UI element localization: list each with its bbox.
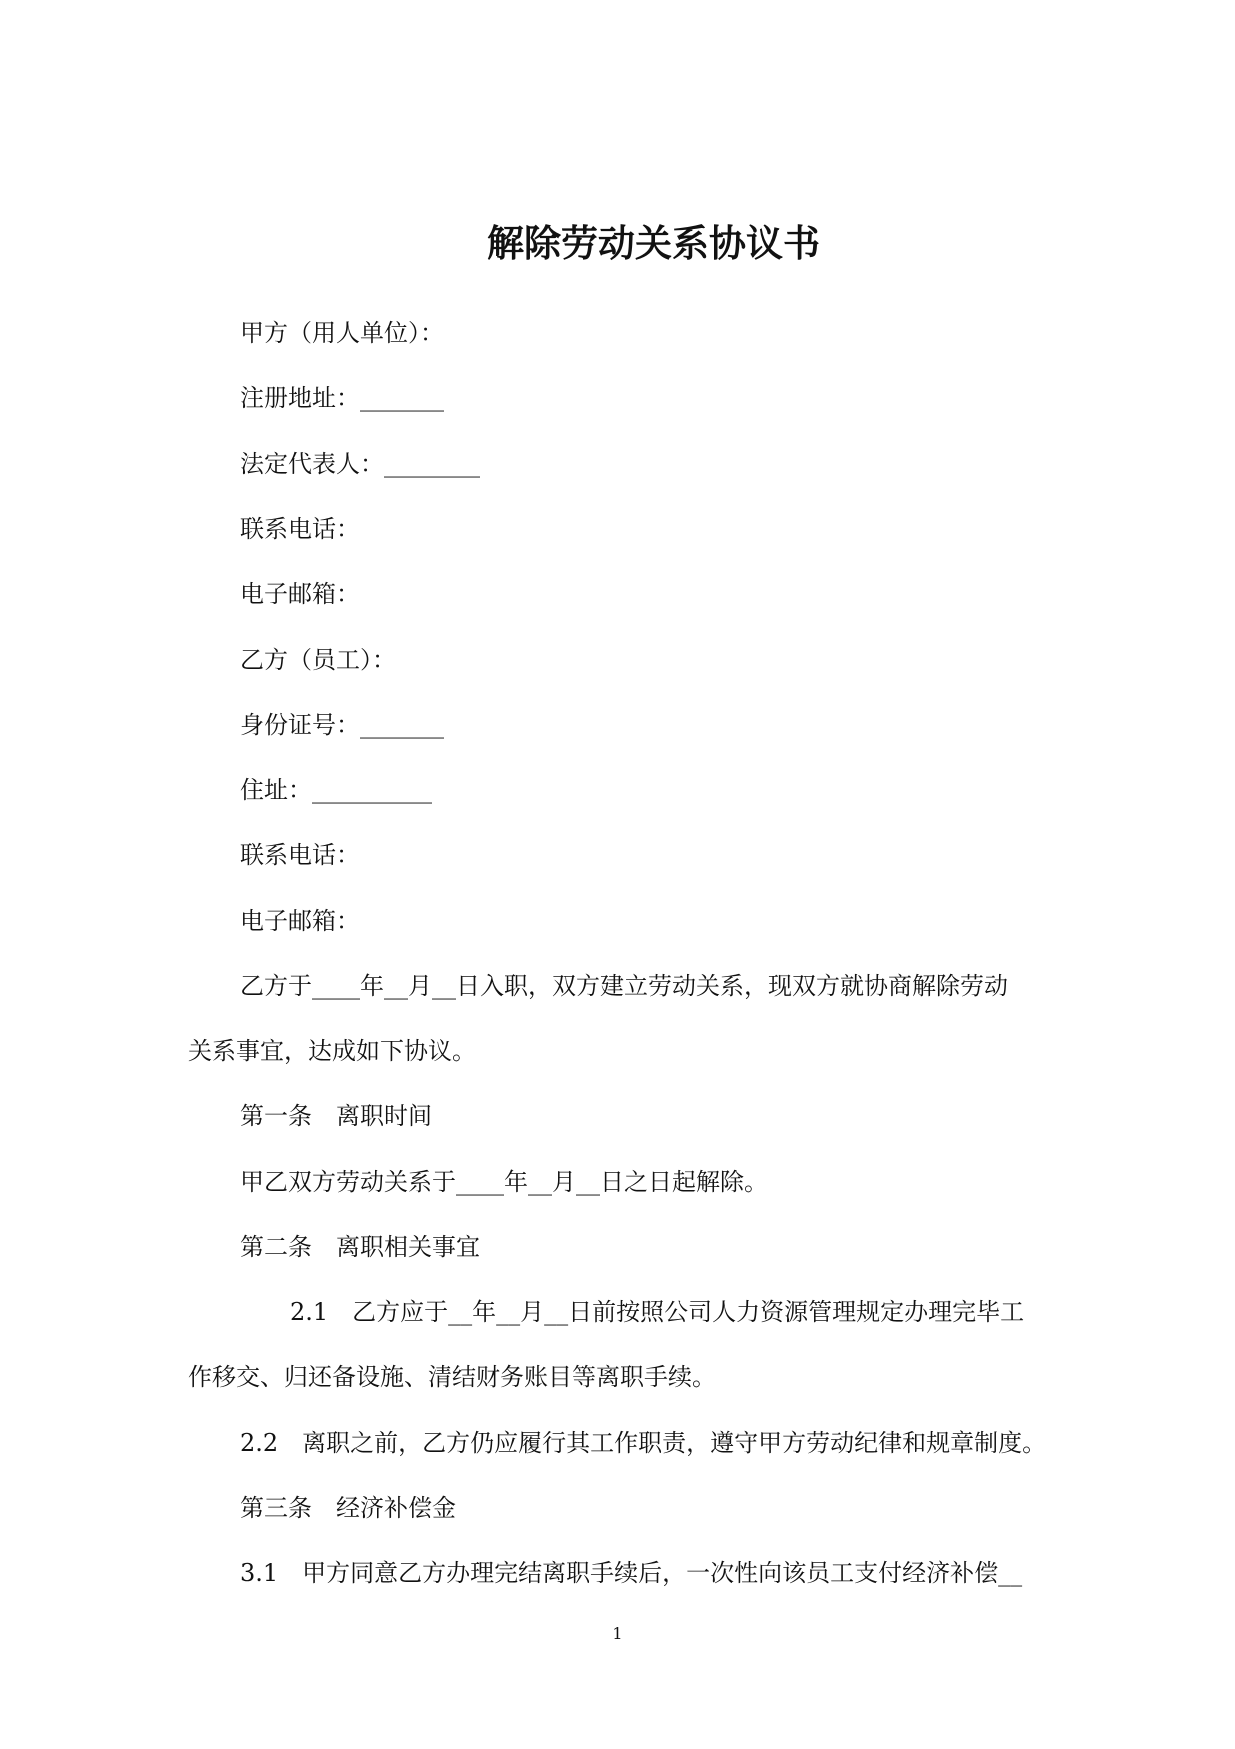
party-a-phone: 联系电话：	[240, 515, 360, 543]
clause-3-1: 3.1 甲方同意乙方办理完结离职手续后，一次性向该员工支付经济补偿__	[240, 1559, 1023, 1587]
clause-2-1-line-1: 2.1 乙方应于__年__月__日前按照公司人力资源管理规定办理完毕工	[290, 1298, 1025, 1326]
clause-2-1-line-2: 作移交、归还备设施、清结财务账目等离职手续。	[188, 1363, 716, 1391]
clause-2-2: 2.2 离职之前，乙方仍应履行其工作职责，遵守甲方劳动纪律和规章制度。	[240, 1429, 1047, 1457]
article-2-heading: 第二条 离职相关事宜	[240, 1233, 480, 1261]
document-title: 解除劳动关系协议书	[487, 221, 820, 265]
article-1-heading: 第一条 离职时间	[240, 1102, 432, 1130]
party-b-address: 住址：__________	[240, 776, 432, 804]
article-1-text: 甲乙双方劳动关系于____年__月__日之日起解除。	[240, 1168, 768, 1196]
party-b-heading: 乙方（员工）：	[240, 646, 396, 674]
page-number: 1	[612, 1624, 623, 1643]
party-b-email: 电子邮箱：	[240, 907, 360, 935]
party-a-heading: 甲方（用人单位）：	[240, 319, 444, 347]
preamble-line-1: 乙方于____年__月__日入职，双方建立劳动关系，现双方就协商解除劳动	[240, 972, 1008, 1000]
preamble-line-2: 关系事宜，达成如下协议。	[188, 1037, 476, 1065]
party-a-email: 电子邮箱：	[240, 580, 360, 608]
party-a-legal-rep: 法定代表人：________	[240, 450, 480, 478]
party-a-address: 注册地址：_______	[240, 384, 444, 412]
party-b-id-number: 身份证号：_______	[240, 711, 444, 739]
article-3-heading: 第三条 经济补偿金	[240, 1494, 456, 1522]
party-b-phone: 联系电话：	[240, 841, 360, 869]
